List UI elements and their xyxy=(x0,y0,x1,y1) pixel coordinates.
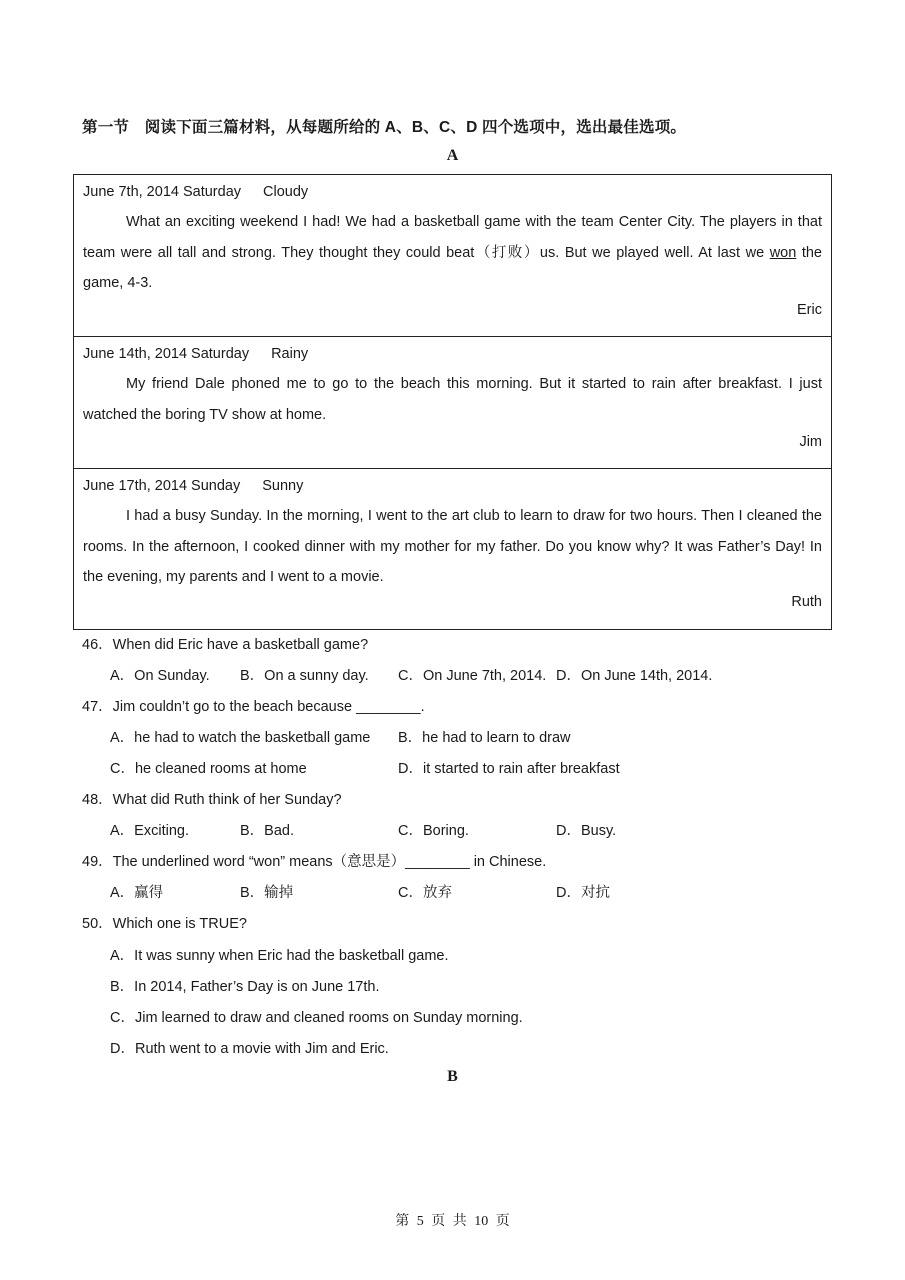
option-50-c[interactable]: C．Jim learned to draw and cleaned rooms on Sunday morning. xyxy=(110,1010,523,1026)
option-48-b[interactable]: B．Bad. xyxy=(240,823,294,839)
entry-weather: Sunny xyxy=(262,478,304,494)
question-49: 49．The underlined word “won” means（意思是）________ in Chinese. xyxy=(82,854,547,870)
option-47-a[interactable]: A．he had to watch the basketball game xyxy=(110,730,371,746)
section-heading: 第一节 阅读下面三篇材料，从每题所给的 A、B、C、D 四个选项中，选出最佳选项。 xyxy=(82,119,687,136)
option-46-c[interactable]: C．On June 7th, 2014. xyxy=(398,668,547,684)
diary-entry-3 xyxy=(74,469,831,629)
entry-date: June 7th, 2014 Saturday xyxy=(83,184,242,200)
entry-signature: Eric xyxy=(797,302,822,318)
entry-body-text: the game, 4-3. xyxy=(83,244,823,291)
question-47: 47．Jim couldn’t go to the beach because ________. xyxy=(82,699,425,715)
entry-weather: Cloudy xyxy=(263,184,309,200)
option-47-c[interactable]: C．he cleaned rooms at home xyxy=(110,761,307,777)
option-48-a[interactable]: A．Exciting. xyxy=(110,823,189,839)
option-48-c[interactable]: C．Boring. xyxy=(398,823,469,839)
option-48-d[interactable]: D．Busy. xyxy=(556,823,617,839)
entry-header xyxy=(83,346,308,362)
underlined-word: won xyxy=(769,244,797,261)
page-footer: 第 5 页 共 10 页 xyxy=(395,1214,510,1229)
entry-signature: Jim xyxy=(799,434,822,450)
diary-box xyxy=(73,174,832,630)
entry-header xyxy=(83,184,308,200)
entry-date: June 14th, 2014 Saturday xyxy=(83,346,250,362)
option-47-d[interactable]: D．it started to rain after breakfast xyxy=(398,761,620,777)
diary-entry-2 xyxy=(74,337,831,469)
option-49-a[interactable]: A．赢得 xyxy=(110,885,164,901)
entry-body: I had a busy Sunday. In the morning, I went to the art club to learn to draw for two hours. Then I cleaned the rooms. In the afternoon, I cooked dinner with my mother for my father. Do you know why? It was Father’s Day! In the evening, my parents and I went to a movie. xyxy=(83,508,822,585)
option-50-a[interactable]: A．It was sunny when Eric had the basketball game. xyxy=(110,948,449,964)
entry-weather: Rainy xyxy=(271,346,309,362)
entry-body: My friend Dale phoned me to go to the beach this morning. But it started to rain after breakfast. I just watched the boring TV show at home. xyxy=(83,376,822,423)
option-50-b[interactable]: B．In 2014, Father’s Day is on June 17th. xyxy=(110,979,380,995)
entry-header xyxy=(83,478,303,494)
question-50: 50．Which one is TRUE? xyxy=(82,916,247,932)
entry-date: June 17th, 2014 Sunday xyxy=(83,478,241,494)
option-46-b[interactable]: B．On a sunny day. xyxy=(240,668,369,684)
part-a-label: A xyxy=(446,147,459,164)
diary-entry-1 xyxy=(74,175,831,337)
option-47-b[interactable]: B．he had to learn to draw xyxy=(398,730,571,746)
option-46-d[interactable]: D．On June 14th, 2014. xyxy=(556,668,713,684)
entry-body xyxy=(83,207,822,299)
option-50-d[interactable]: D．Ruth went to a movie with Jim and Eric. xyxy=(110,1041,389,1057)
question-46: 46．When did Eric have a basketball game? xyxy=(82,637,369,653)
option-49-b[interactable]: B．输掉 xyxy=(240,885,294,901)
question-48: 48．What did Ruth think of her Sunday? xyxy=(82,792,342,808)
entry-signature: Ruth xyxy=(791,594,822,610)
option-46-a[interactable]: A．On Sunday. xyxy=(110,668,210,684)
option-49-c[interactable]: C．放弃 xyxy=(398,885,452,901)
entry-body-text: What an exciting weekend I had! We had a basketball game with the team Center City. The players in that team were all tall and strong. They thought they could beat（打败）us. But we played well. At last we xyxy=(83,214,822,261)
option-49-d[interactable]: D．对抗 xyxy=(556,885,610,901)
part-b-label: B xyxy=(447,1068,458,1085)
